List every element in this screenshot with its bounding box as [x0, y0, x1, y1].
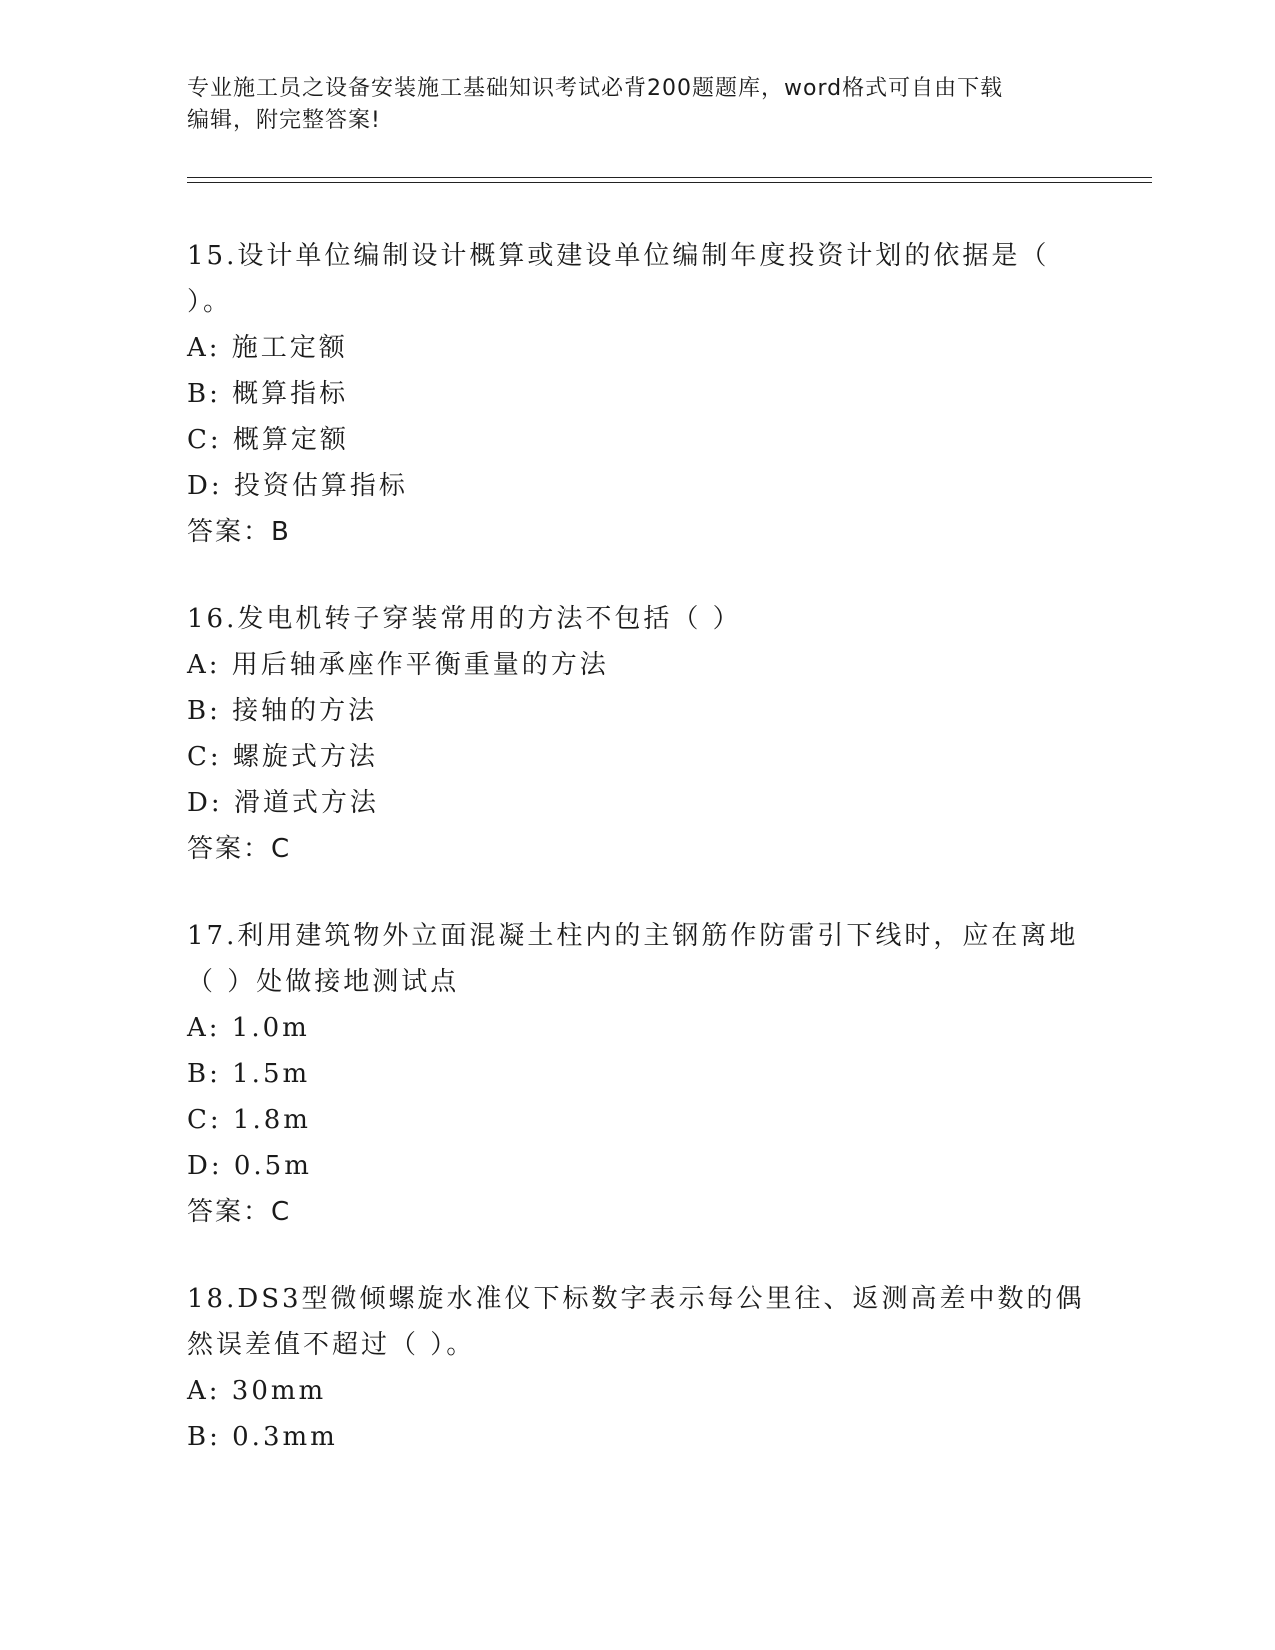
option-b: B: 0.3mm	[187, 1422, 338, 1452]
question-stem-line-1: 16.发电机转子穿装常用的方法不包括（ ）	[187, 604, 742, 634]
option-d: D: 投资估算指标	[187, 471, 408, 501]
question-stem-line-2: 然误差值不超过（ ）。	[187, 1330, 476, 1360]
option-c: C: 概算定额	[187, 425, 349, 455]
option-a: A: 用后轴承座作平衡重量的方法	[187, 650, 609, 680]
option-b: B: 接轴的方法	[187, 696, 378, 726]
option-d: D: 滑道式方法	[187, 788, 379, 818]
answer-line: 答案：C	[187, 1197, 292, 1227]
header-divider-bottom	[187, 182, 1152, 183]
question-stem-line-2: ）。	[187, 287, 233, 317]
question-15	[187, 233, 1087, 555]
answer-line: 答案：B	[187, 517, 291, 547]
option-b: B: 1.5m	[187, 1059, 311, 1089]
option-a: A: 30mm	[187, 1376, 327, 1406]
question-stem-line-1: 18.DS3型微倾螺旋水准仪下标数字表示每公里往、返测高差中数的偶	[187, 1284, 1085, 1314]
answer-line: 答案：C	[187, 834, 292, 864]
header-divider-top	[187, 177, 1152, 178]
option-b: B: 概算指标	[187, 379, 349, 409]
option-c: C: 螺旋式方法	[187, 742, 378, 772]
question-18	[187, 1276, 1087, 1460]
document-header	[187, 73, 1067, 137]
question-stem-line-2: （ ）处做接地测试点	[187, 967, 460, 997]
option-c: C: 1.8m	[187, 1105, 311, 1135]
question-17	[187, 913, 1087, 1235]
option-a: A: 1.0m	[187, 1013, 310, 1043]
question-16	[187, 596, 1087, 872]
question-stem-line-1: 15.设计单位编制设计概算或建设单位编制年度投资计划的依据是（	[187, 241, 1050, 271]
question-stem-line-1: 17.利用建筑物外立面混凝土柱内的主钢筋作防雷引下线时，应在离地	[187, 921, 1079, 951]
option-a: A: 施工定额	[187, 333, 348, 363]
header-line-2: 编辑，附完整答案!	[187, 108, 381, 133]
header-line-1: 专业施工员之设备安装施工基础知识考试必背200题题库，word格式可自由下载	[187, 76, 1004, 101]
option-d: D: 0.5m	[187, 1151, 312, 1181]
